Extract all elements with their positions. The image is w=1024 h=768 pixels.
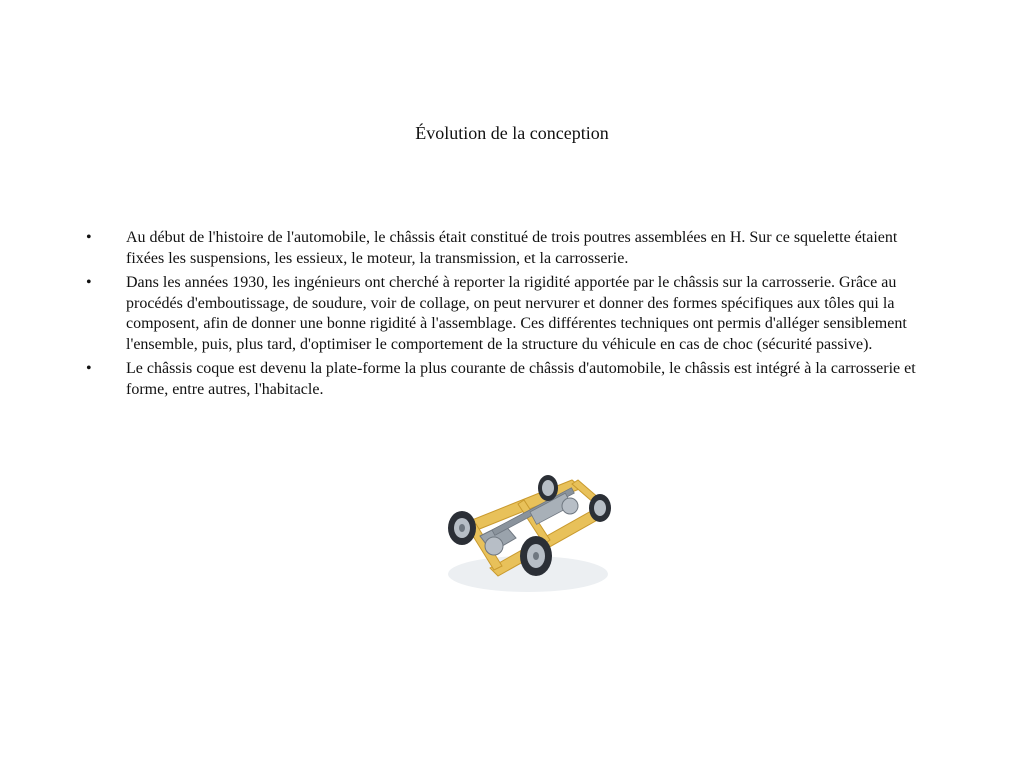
wheel-rear-right <box>589 494 611 522</box>
bullet-dot-icon: • <box>86 360 92 377</box>
car-chassis-illustration-icon <box>432 466 624 604</box>
bullet-text: Le châssis coque est devenu la plate-forme la plus courante de châssis d'automobile, le châssis est intégré à la carrosserie et forme, entre autres, l'habitacle. <box>126 360 916 398</box>
bullet-item <box>86 228 931 269</box>
wheel-rear-left <box>538 475 558 501</box>
car-chassis-image <box>432 466 624 604</box>
slide-title: Évolution de la conception <box>415 123 609 143</box>
wheel-front-left <box>448 511 476 545</box>
bullet-text: Au début de l'histoire de l'automobile, le châssis était constitué de trois poutres assemblées en H. Sur ce squelette étaient fixées les suspensions, les essieux, le moteur, la transmission, et la carrosserie. <box>126 229 898 267</box>
wheel-front-right <box>520 536 552 576</box>
bullet-dot-icon: • <box>86 274 92 291</box>
bullet-item <box>86 359 931 400</box>
bullet-item <box>86 273 931 355</box>
bullet-list <box>86 228 931 404</box>
bullet-dot-icon: • <box>86 229 92 246</box>
bullet-text: Dans les années 1930, les ingénieurs ont cherché à reporter la rigidité apportée par le châssis sur la carrosserie. Grâce au procédés d'emboutissage, de soudure, voir de collage, on peut nervurer et donner des formes spécifiques aux tôles qui la composent, afin de donner une bonne rigidité à l'assemblage. Ces différentes techniques ont permis d'alléger sensiblement l'ensemble, puis, plus tard, d'optimiser le comportement de la structure du véhicule en cas de choc (sécurité passive). <box>126 274 907 353</box>
